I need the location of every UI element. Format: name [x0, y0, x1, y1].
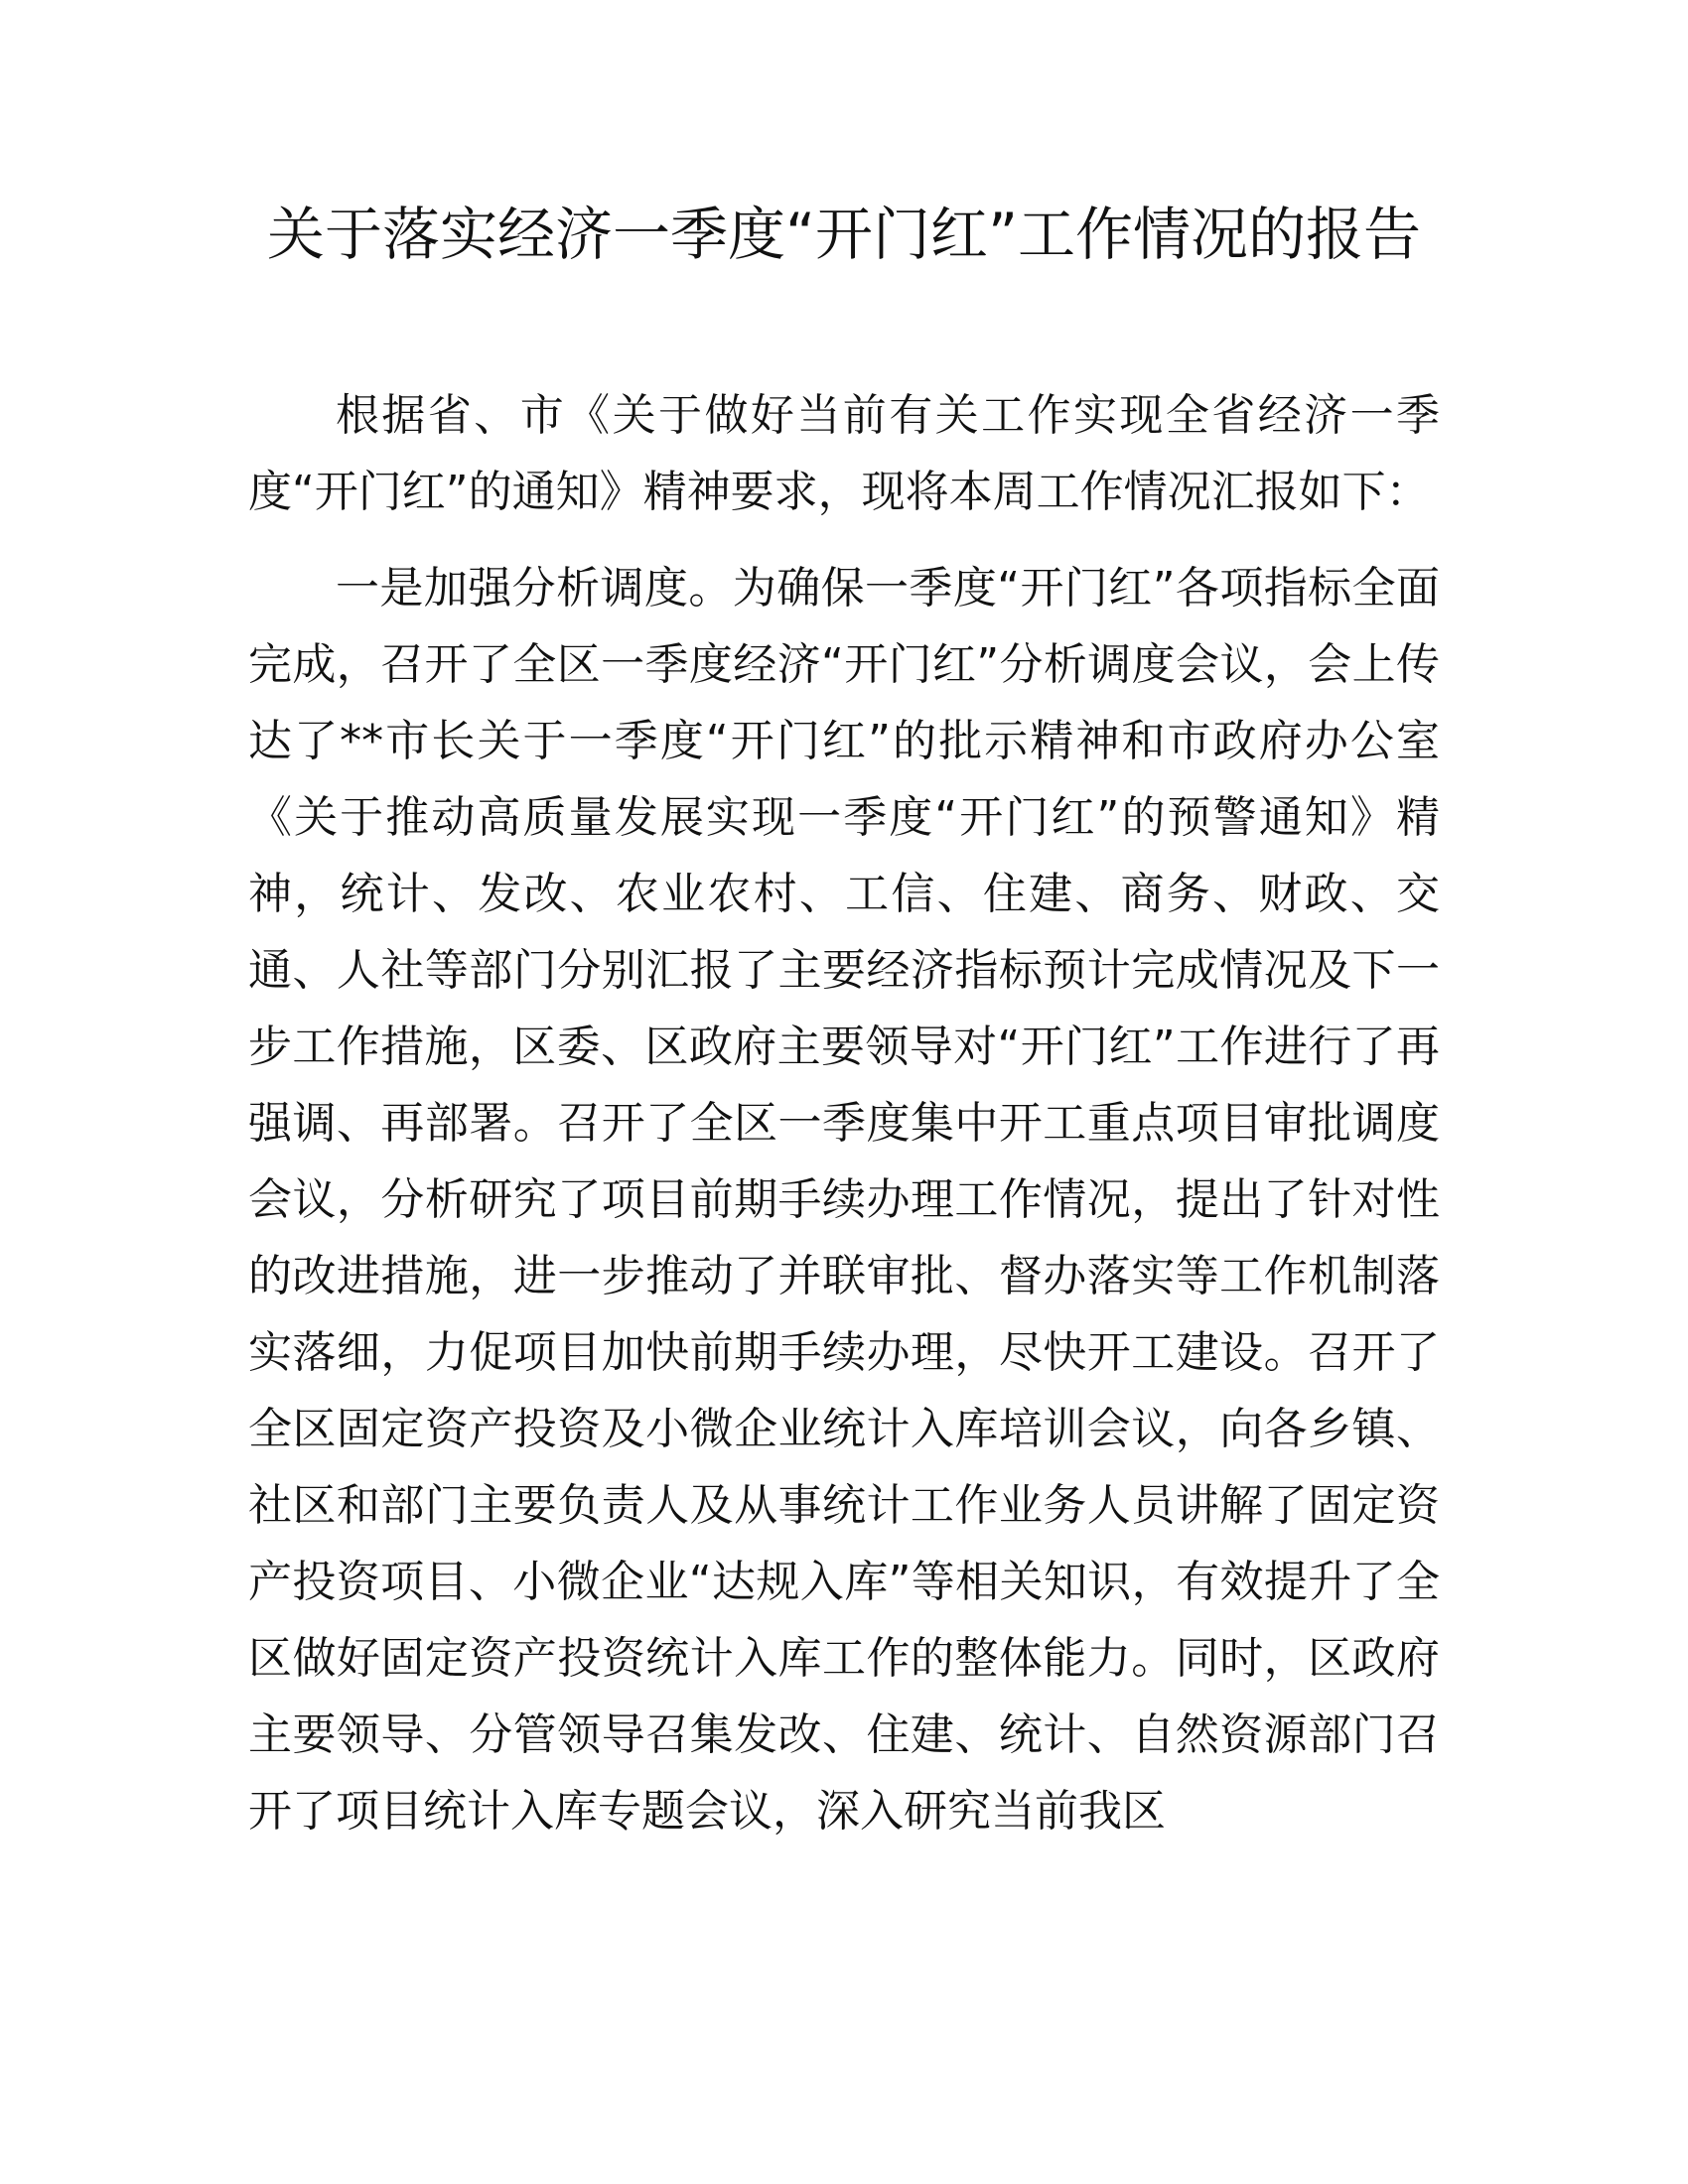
document-title: 关于落实经济一季度“开门红”工作情况的报告 — [266, 201, 1422, 268]
intro-paragraph: 根据省、市《关于做好当前有关工作实现全省经济一季度“开门红”的通知》精神要求，现将本周工作情况汇报如下： — [248, 390, 1440, 517]
document-body — [248, 377, 1440, 1869]
section-one-paragraph: 一是加强分析调度。为确保一季度“开门红”各项指标全面完成，召开了全区一季度经济“开门红”分析调度会议，会上传达了**市长关于一季度“开门红”的批示精神和市政府办公室《关于推动高质量发展实现一季度“开门红”的预警通知》精神，统计、发改、农业农村、工信、住建、商务、财政、交通、人社等部门分别汇报了主要经济指标预计完成情况及下一步工作措施，区委、区政府主要领导对“开门红”工作进行了再强调、再部署。召开了全区一季度集中开工重点项目审批调度会议，分析研究了项目前期手续办理工作情况，提出了针对性的改进措施，进一步推动了并联审批、督办落实等工作机制落实落细，力促项目加快前期手续办理，尽快开工建设。召开了全区固定资产投资及小微企业统计入库培训会议，向各乡镇、社区和部门主要负责人及从事统计工作业务人员讲解了固定资产投资项目、小微企业“达规入库”等相关知识，有效提升了全区做好固定资产投资统计入库工作的整体能力。同时，区政府主要领导、分管领导召集发改、住建、统计、自然资源部门召开了项目统计入库专题会议，深入研究当前我区 — [248, 563, 1440, 1837]
